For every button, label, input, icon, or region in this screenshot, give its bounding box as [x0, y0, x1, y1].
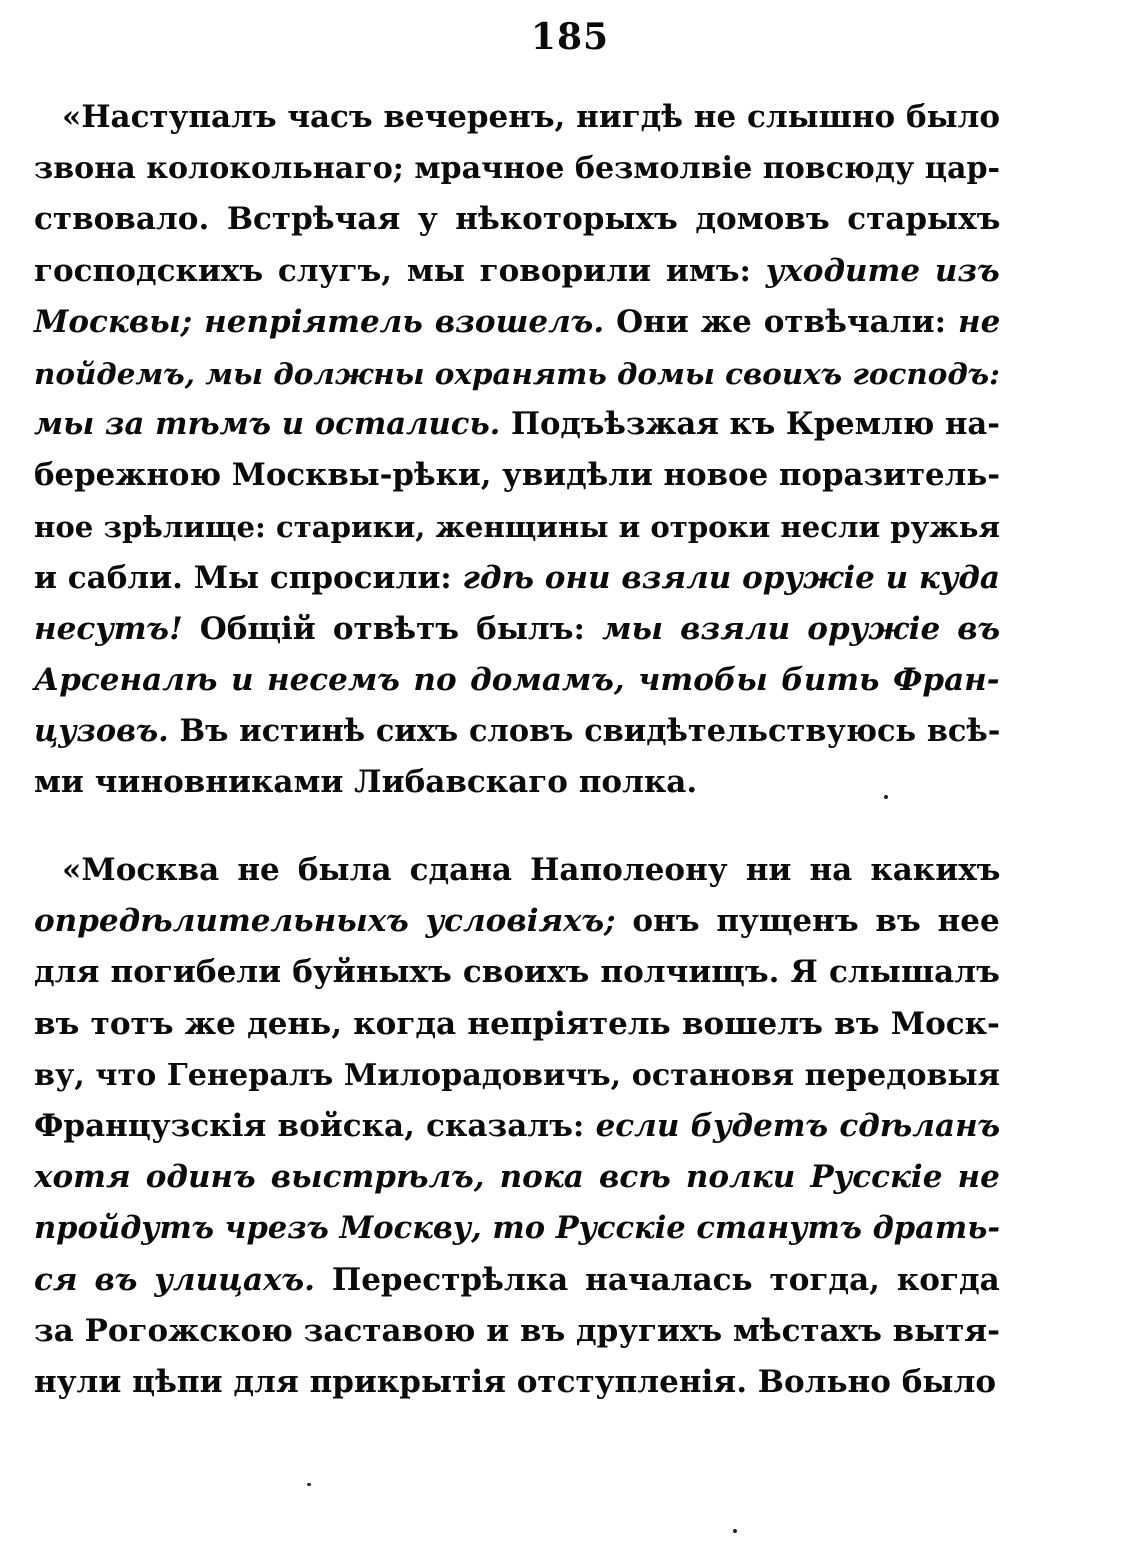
text-line	[34, 92, 1000, 143]
text-line	[34, 1152, 1000, 1203]
text-line	[34, 947, 1000, 998]
text-run: ное зрѣлище: старики, женщины и отроки несли ружья	[34, 509, 1000, 544]
text-run: онъ пущенъ въ нее	[615, 903, 1000, 940]
italic-text-run: уходите изъ	[765, 252, 1000, 289]
italic-text-run: несутъ!	[34, 610, 183, 647]
italic-text-run: Арсеналѣ и несемъ по домамъ, чтобы бить Фран-	[34, 662, 1000, 699]
text-line	[34, 896, 1000, 947]
italic-text-run: Москвы; непріятель взошелъ.	[34, 303, 605, 340]
italic-text-run: цузовъ.	[34, 713, 169, 750]
text-run: ву, что Генералъ Милорадовичъ, остановя передовыя	[34, 1057, 1000, 1093]
text-line	[34, 502, 1000, 553]
text-run: господскихъ слугъ, мы говорили имъ:	[34, 252, 766, 289]
text-line	[34, 655, 1000, 706]
text-run: ми чиновниками Либавскаго полка.	[34, 764, 698, 801]
text-run: «Наступалъ часъ вечеренъ, нигдѣ не слышно было	[62, 99, 1000, 135]
text-line	[34, 246, 1000, 297]
page-number: 185	[530, 16, 610, 58]
text-line	[34, 1101, 1000, 1152]
print-speck	[884, 795, 888, 799]
italic-text-run: опредѣлительныхъ условіяхъ;	[34, 903, 616, 940]
print-speck	[733, 1529, 737, 1533]
text-run: для погибели буйныхъ своихъ полчищъ. Я слышалъ	[34, 954, 1000, 991]
italic-text-run: мы за тѣмъ и остались.	[34, 406, 501, 443]
text-run: за Рогожскою заставою и въ другихъ мѣстахъ вытя-	[34, 1312, 1000, 1349]
text-line	[34, 1050, 1000, 1101]
text-line	[34, 1357, 1000, 1408]
text-line	[34, 1255, 1000, 1306]
text-run: Они же отвѣчали:	[604, 303, 958, 340]
text-run: Общій отвѣтъ былъ:	[182, 610, 603, 647]
text-line	[34, 706, 1000, 757]
text-line	[34, 553, 1000, 604]
text-line	[34, 1203, 1000, 1254]
paragraph-1	[34, 92, 1000, 809]
text-run: Перестрѣлка началась тогда, когда	[314, 1261, 1000, 1298]
italic-text-run: хотя одинъ выстрѣлъ, пока всѣ полки Русскіе не	[34, 1159, 1000, 1196]
text-line	[34, 194, 1000, 245]
paragraph-2	[34, 845, 1000, 1408]
text-line	[34, 143, 1000, 194]
text-line	[34, 845, 1000, 896]
italic-text-run: если будетъ сдѣланъ	[595, 1107, 1001, 1144]
text-run: Подъѣзжая къ Кремлю на-	[500, 406, 1000, 443]
italic-text-run: гдѣ они взяли оружіе и куда	[462, 559, 1001, 596]
text-run: «Москва не была сдана Наполеону ни на какихъ	[62, 852, 1001, 888]
text-run: звона колокольнаго; мрачное безмолвіе повсюду цар-	[34, 151, 1000, 187]
text-line	[34, 1306, 1000, 1357]
italic-text-run: мы взяли оружіе въ	[602, 610, 1001, 647]
text-line	[34, 604, 1000, 655]
text-run: въ тотъ же день, когда непріятель вошелъ въ Моск-	[34, 1005, 1000, 1042]
text-run: ствовало. Встрѣчая у нѣкоторыхъ домовъ старыхъ	[34, 201, 1001, 238]
text-run: и сабли. Мы спросили:	[34, 559, 463, 596]
italic-text-run: пройдутъ чрезъ Москву, то Русскіе станутъ драть-	[34, 1210, 1000, 1247]
text-run: Въ истинѣ сихъ словъ свидѣтельствуюсь всѣ-	[168, 713, 1001, 750]
text-line	[34, 450, 1000, 501]
text-line	[34, 757, 1000, 808]
text-line	[34, 999, 1000, 1050]
print-speck	[307, 1483, 311, 1486]
text-run: Французскія войска, сказалъ:	[34, 1107, 596, 1144]
italic-text-run: ся въ улицахъ.	[34, 1261, 315, 1298]
text-line	[34, 348, 1000, 399]
text-run: бережною Москвы-рѣки, увидѣли новое поразитель-	[34, 457, 1001, 494]
text-line	[34, 399, 1000, 450]
italic-text-run: не	[958, 303, 1001, 340]
text-run: нули цѣпи для прикрытія отступленія. Вольно было	[34, 1363, 996, 1400]
text-line	[34, 297, 1000, 348]
italic-text-run: пойдемъ, мы должны охранять домы своихъ господъ:	[34, 355, 1000, 391]
